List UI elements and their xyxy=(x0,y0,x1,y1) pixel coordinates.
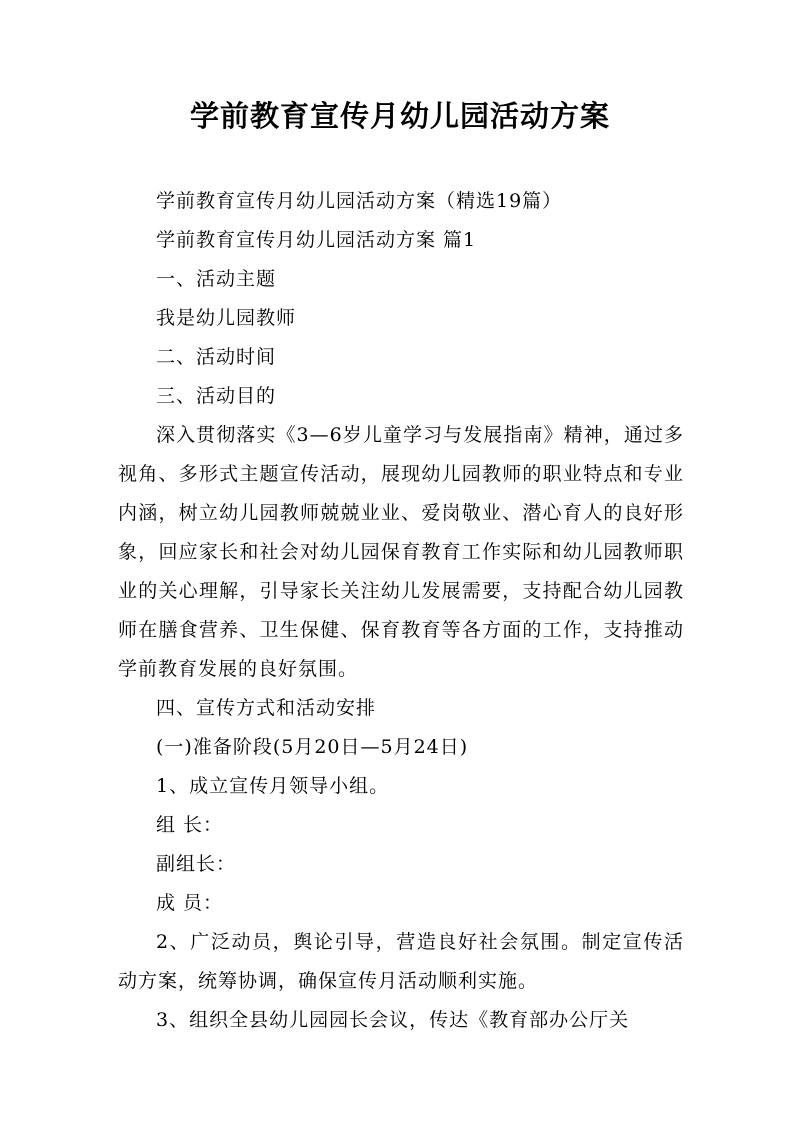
stage-heading-preparation: (一)准备阶段(5月20日—5月24日) xyxy=(156,736,469,758)
document-title: 学前教育宣传月幼儿园活动方案 xyxy=(189,99,610,133)
subtitle-line: 学前教育宣传月幼儿园活动方案（精选19篇） xyxy=(156,190,563,212)
theme-text: 我是幼儿园教师 xyxy=(156,307,297,329)
document-body xyxy=(118,182,684,1040)
member-label: 成 员： xyxy=(156,892,224,914)
deputy-leader-label: 副组长： xyxy=(156,853,237,875)
item-2: 2、广泛动员，舆论引导，营造良好社会氛围。制定宣传活动方案，统筹协调，确保宣传月活动顺利实施。 xyxy=(118,931,684,992)
item-3: 3、组织全县幼儿园园长会议，传达《教育部办公厅关 xyxy=(156,1009,630,1031)
purpose-paragraph: 深入贯彻落实《3—6岁儿童学习与发展指南》精神，通过多视角、多形式主题宣传活动，展现幼儿园教师的职业特点和专业内涵，树立幼儿园教师兢兢业业、爱岗敬业、潜心育人的良好形象，回应家长和社会对幼儿园保育教育工作实际和幼儿园教师职业的关心理解，引导家长关注幼儿发展需要，支持配合幼儿园教师在膳食营养、卫生保健、保育教育等各方面的工作，支持推动学前教育发展的良好氛围。 xyxy=(118,424,684,680)
item-1: 1、成立宣传月领导小组。 xyxy=(156,775,390,797)
section-heading-theme: 一、活动主题 xyxy=(156,268,277,290)
section-heading-purpose: 三、活动目的 xyxy=(156,385,277,407)
section-heading-time: 二、活动时间 xyxy=(156,346,277,368)
article-heading: 学前教育宣传月幼儿园活动方案 篇1 xyxy=(156,229,477,251)
leader-label: 组 长： xyxy=(156,814,224,836)
section-heading-methods: 四、宣传方式和活动安排 xyxy=(156,697,377,719)
